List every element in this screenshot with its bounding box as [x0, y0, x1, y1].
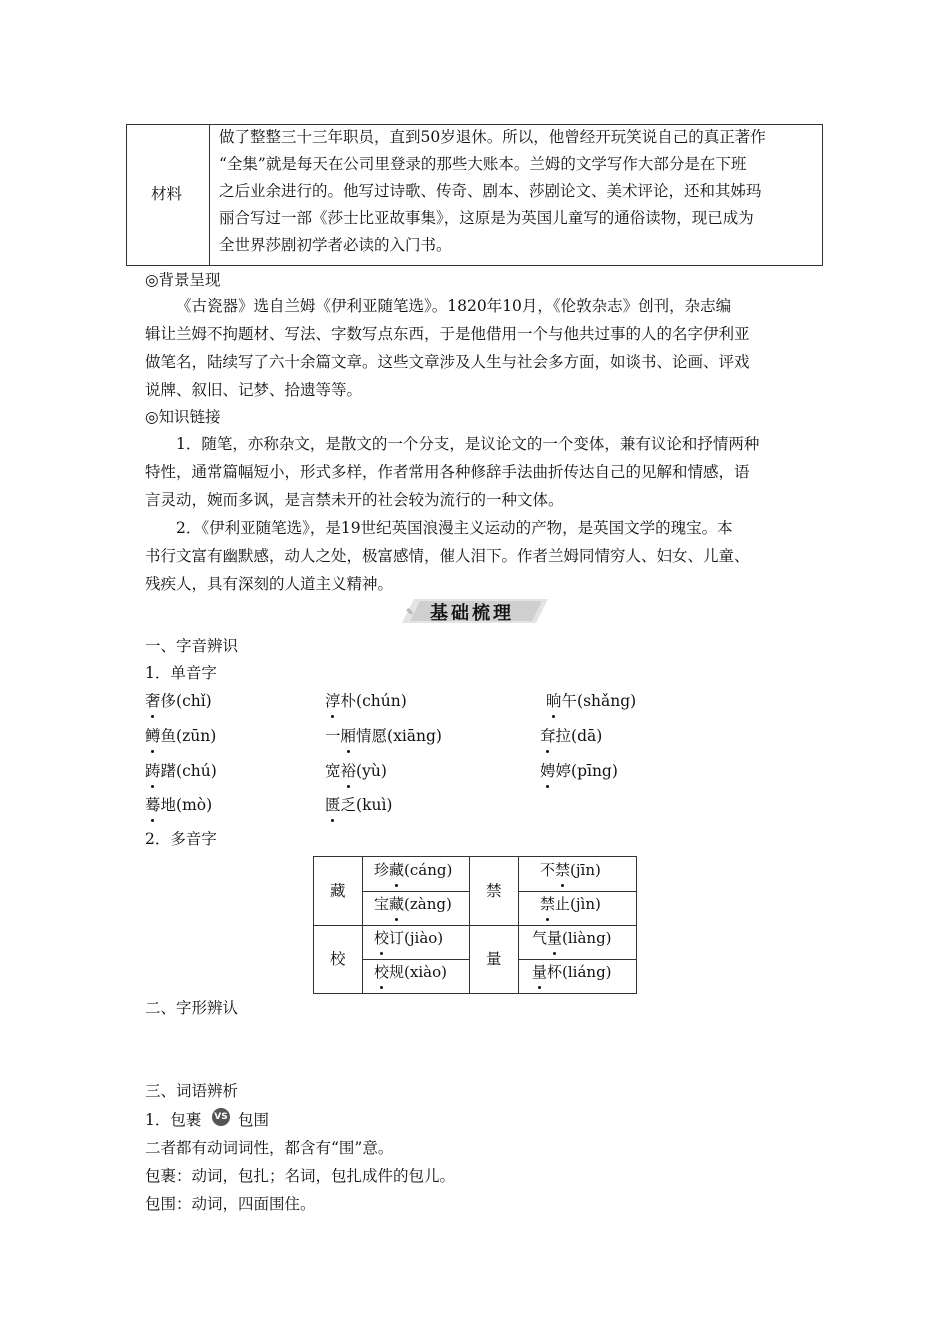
- word-pair-right: 包围: [238, 1111, 270, 1129]
- pron-item: 宽裕(yù): [325, 759, 387, 781]
- material-line: 之后业余进行的。他写过诗歌、传奇、剧本、莎剧论文、美术评论，还和其姊玛: [219, 182, 762, 200]
- knowledge-line: 2．《伊利亚随笔选》，是19世纪英国浪漫主义运动的产物，是英国文学的瑰宝。本: [176, 519, 733, 537]
- background-line: 说牌、叙旧、记梦、拾遗等等。: [145, 381, 363, 399]
- poly-word: 量杯(liáng): [532, 963, 612, 981]
- pron-item: 匮乏(kuì): [325, 793, 392, 815]
- word-pair-left: 1．包裹: [145, 1111, 202, 1129]
- single-char-heading: 1．单音字: [145, 664, 217, 682]
- vs-icon: VS: [212, 1108, 230, 1126]
- pronunciation-heading: 一、字音辨识: [145, 637, 239, 655]
- material-line: 全世界莎剧初学者必读的入门书。: [219, 236, 452, 254]
- background-heading: ◎背景呈现: [145, 271, 221, 289]
- material-label: 材料: [151, 185, 183, 203]
- pron-item: 耷拉(dā): [540, 724, 602, 746]
- banner-title: 基础梳理: [430, 603, 514, 624]
- poly-word: 宝藏(zàng): [374, 895, 452, 913]
- poly-char: 藏: [330, 882, 346, 900]
- poly-word: 气量(liàng): [532, 929, 612, 947]
- pron-item: 一厢情愿(xiāng): [325, 724, 442, 746]
- knowledge-heading: ◎知识链接: [145, 408, 221, 426]
- poly-char: 量: [486, 950, 502, 968]
- material-line: 丽合写过一部《莎士比亚故事集》，这原是为英国儿童写的通俗读物，现已成为: [219, 209, 754, 227]
- poly-word: 禁止(jìn): [540, 895, 601, 913]
- glyph-heading: 二、字形辨认: [145, 999, 239, 1017]
- knowledge-line: 言灵动，婉而多讽，是言禁未开的社会较为流行的一种文体。: [145, 491, 564, 509]
- poly-word: 不禁(jīn): [540, 861, 601, 879]
- words-line: 包围：动词，四面围住。: [145, 1195, 316, 1213]
- poly-char: 校: [330, 950, 346, 968]
- pron-item: 鳟鱼(zūn): [145, 724, 216, 746]
- poly-word: 珍藏(cáng): [374, 861, 453, 879]
- pron-item: 晌午(shǎng): [546, 689, 636, 711]
- material-label-cell: [127, 125, 210, 265]
- material-line: “全集”就是每天在公司里登录的那些大账本。兰姆的文学写作大部分是在下班: [219, 155, 747, 173]
- knowledge-line: 1．随笔，亦称杂文，是散文的一个分支，是议论文的一个变体，兼有议论和抒情两种: [176, 435, 760, 453]
- pron-item: 奢侈(chǐ): [145, 689, 212, 711]
- pron-item: 蓦地(mò): [145, 793, 212, 815]
- background-line: 《古瓷器》选自兰姆《伊利亚随笔选》。1820年10月，《伦敦杂志》创刊，杂志编: [176, 297, 732, 315]
- poly-word: 校规(xiào): [374, 963, 447, 981]
- pron-item: 踌躇(chú): [145, 759, 217, 781]
- knowledge-line: 残疾人，具有深刻的人道主义精神。: [145, 575, 394, 593]
- polyphonic-table: [313, 856, 637, 994]
- material-line: 做了整整三十三年职员，直到50岁退休。所以，他曾经开玩笑说自己的真正著作: [219, 128, 766, 146]
- pron-item: 娉婷(pīng): [540, 759, 618, 781]
- poly-word: 校订(jiào): [374, 929, 444, 947]
- background-line: 辑让兰姆不拘题材、写法、字数写点东西，于是他借用一个与他共过事的人的名字伊利亚: [145, 325, 750, 343]
- words-line: 二者都有动词词性，都含有“围”意。: [145, 1139, 394, 1157]
- section-banner: [400, 597, 550, 625]
- material-table: [126, 124, 823, 266]
- background-line: 做笔名，陆续写了六十余篇文章。这些文章涉及人生与社会多方面，如谈书、论画、评戏: [145, 353, 750, 371]
- knowledge-line: 书行文富有幽默感，动人之处，极富感情，催人泪下。作者兰姆同情穷人、妇女、儿童、: [145, 547, 750, 565]
- knowledge-line: 特性，通常篇幅短小，形式多样，作者常用各种修辞手法曲折传达自己的见解和情感，语: [145, 463, 750, 481]
- words-line: 包裹：动词，包扎；名词，包扎成件的包儿。: [145, 1167, 456, 1185]
- words-heading: 三、词语辨析: [145, 1082, 239, 1100]
- svg-text:✎: ✎: [406, 608, 414, 618]
- multi-char-heading: 2．多音字: [145, 830, 217, 848]
- poly-char: 禁: [486, 882, 502, 900]
- pron-item: 淳朴(chún): [325, 689, 407, 711]
